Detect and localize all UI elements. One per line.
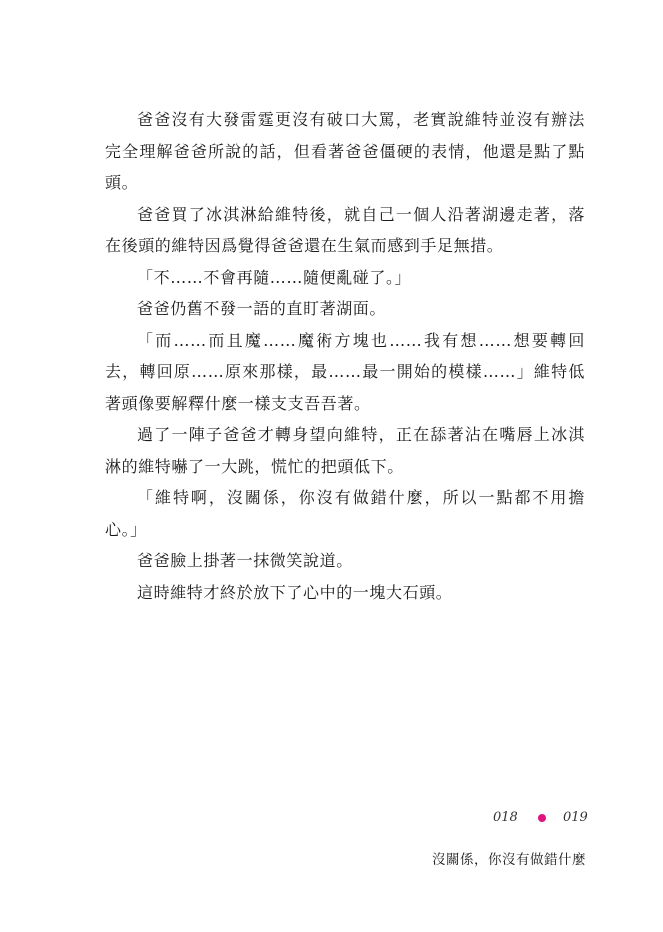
paragraph: 「維特啊，沒關係，你沒有做錯什麼，所以一點都不用擔心。」 bbox=[105, 488, 585, 539]
paragraph: 這時維特才終於放下了心中的一塊大石頭。 bbox=[137, 582, 453, 602]
folio-dot-icon bbox=[538, 814, 546, 822]
paragraph: 「而……而且魔……魔術方塊也……我有想……想要轉回去，轉回原……原來那樣，最……最一開始的模樣……」維特低著頭像要解釋什麼一樣支支吾吾著。 bbox=[105, 330, 585, 413]
page-number-left: 018 bbox=[493, 810, 518, 825]
page-numbers bbox=[493, 810, 593, 830]
body-text bbox=[105, 104, 585, 608]
paragraph: 過了一陣子爸爸才轉身望向維特，正在舔著沾在嘴唇上冰淇淋的維特嚇了一大跳，慌忙的把頭低下。 bbox=[105, 425, 585, 476]
paragraph: 爸爸沒有大發雷霆更沒有破口大罵，老實說維特並沒有辦法完全理解爸爸所說的話，但看著爸爸僵硬的表情，他還是點了點頭。 bbox=[105, 110, 585, 192]
page-number-right: 019 bbox=[563, 810, 588, 825]
paragraph: 爸爸買了冰淇淋給維特後，就自己一個人沿著湖邊走著，落在後頭的維特因爲覺得爸爸還在生氣而感到手足無措。 bbox=[105, 204, 585, 255]
paragraph: 「不……不會再隨……隨便亂碰了。」 bbox=[137, 267, 412, 287]
paragraph: 爸爸臉上掛著一抹微笑說道。 bbox=[137, 551, 353, 570]
running-title: 沒關係，你沒有做錯什麼 bbox=[432, 852, 586, 868]
paragraph: 爸爸仍舊不發一語的直盯著湖面。 bbox=[137, 299, 387, 318]
